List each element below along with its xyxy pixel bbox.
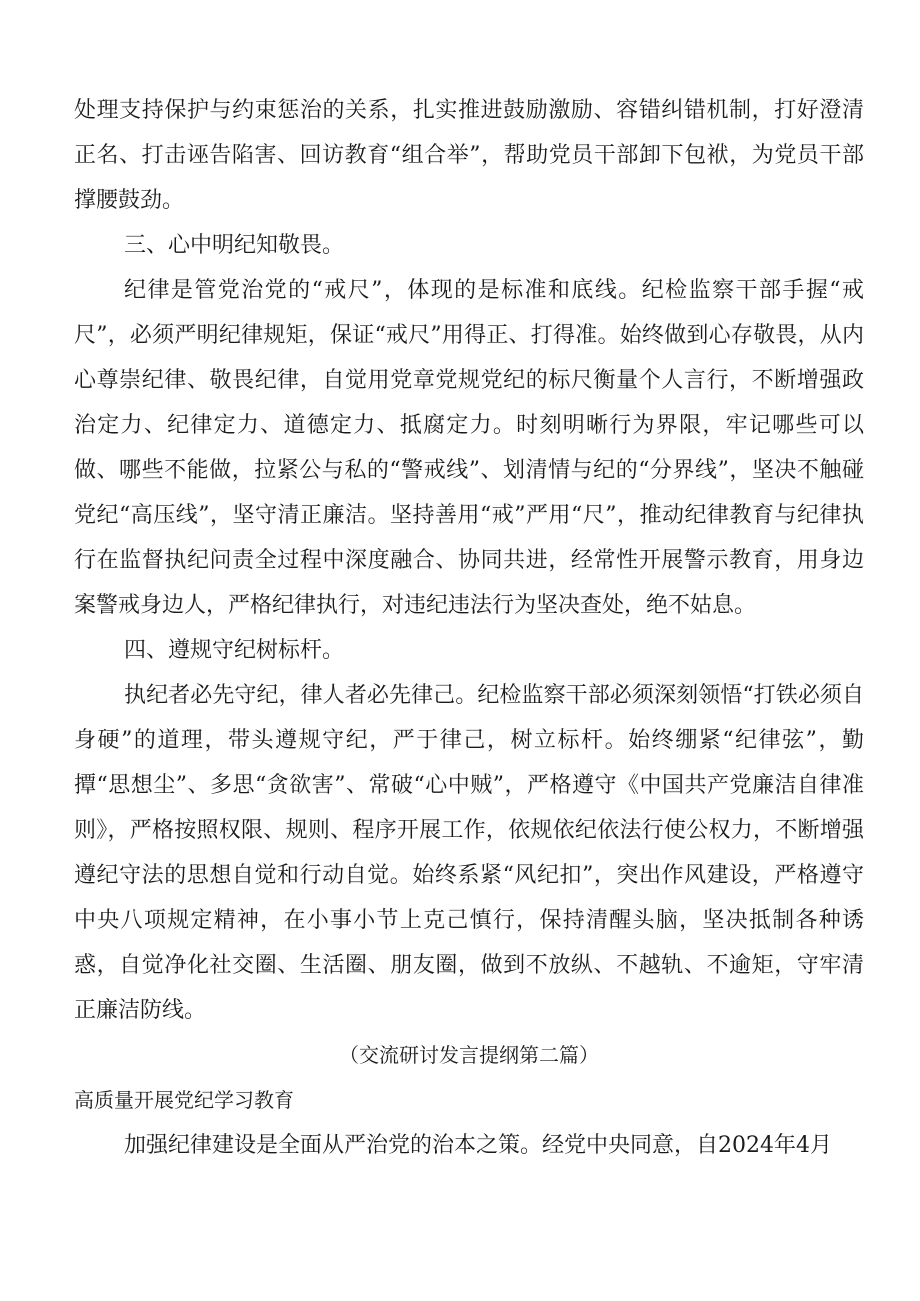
document-body: [74, 88, 864, 1168]
section-heading-3: 三、心中明纪知敬畏。: [124, 233, 345, 258]
paragraph-continuation: 处理支持保护与约束惩治的关系，扎实推进鼓励激励、容错纠错机制，打好澄清正名、打击诬告陷害、回访教育“组合举”，帮助党员干部卸下包袱，为党员干部撑腰鼓劲。: [74, 98, 864, 213]
section-label: （交流研讨发言提纲第二篇）: [339, 1043, 599, 1067]
section-heading-4: 四、遵规守纪树标杆。: [124, 638, 345, 663]
paragraph-discipline: 纪律是管党治党的“戒尺”，体现的是标准和底线。纪检监察干部手握“戒尺”，必须严明纪律规矩，保证“戒尺”用得正、打得准。始终做到心存敬畏，从内心尊崇纪律、敬畏纪律，自觉用党章党规党纪的标尺衡量个人言行，不断增强政治定力、纪律定力、道德定力、抵腐定力。时刻明晰行为界限，牢记哪些可以做、哪些不能做，拉紧公与私的“警戒线”、划清情与纪的“分界线”，坚决不触碰党纪“高压线”，坚守清正廉洁。坚持善用“戒”严用“尺”，推动纪律教育与纪律执行在监督执纪问责全过程中深度融合、协同共进，经常性开展警示教育，用身边案警戒身边人，严格纪律执行，对违纪违法行为坚决查处，绝不姑息。: [74, 278, 864, 618]
paragraph-intro: 加强纪律建设是全面从严治党的治本之策。经党中央同意，自2024年4月: [124, 1133, 832, 1158]
article-title: 高质量开展党纪学习教育: [74, 1088, 294, 1112]
paragraph-compliance: 执纪者必先守纪，律人者必先律己。纪检监察干部必须深刻领悟“打铁必须自身硬”的道理，带头遵规守纪，严于律己，树立标杆。始终绷紧“纪律弦”，勤撢“思想尘”、多思“贪欲害”、常破“心中贼”，严格遵守《中国共产党廉洁自律准则》，严格按照权限、规则、程序开展工作，依规依纪依法行使公权力，不断增强遵纪守法的思想自觉和行动自觉。始终系紧“风纪扣”，突出作风建设，严格遵守中央八项规定精神，在小事小节上克己慎行，保持清醒头脑，坚决抵制各种诱惑，自觉净化社交圈、生活圈、朋友圈，做到不放纵、不越轨、不逾矩，守牢清正廉洁防线。: [74, 683, 864, 1023]
